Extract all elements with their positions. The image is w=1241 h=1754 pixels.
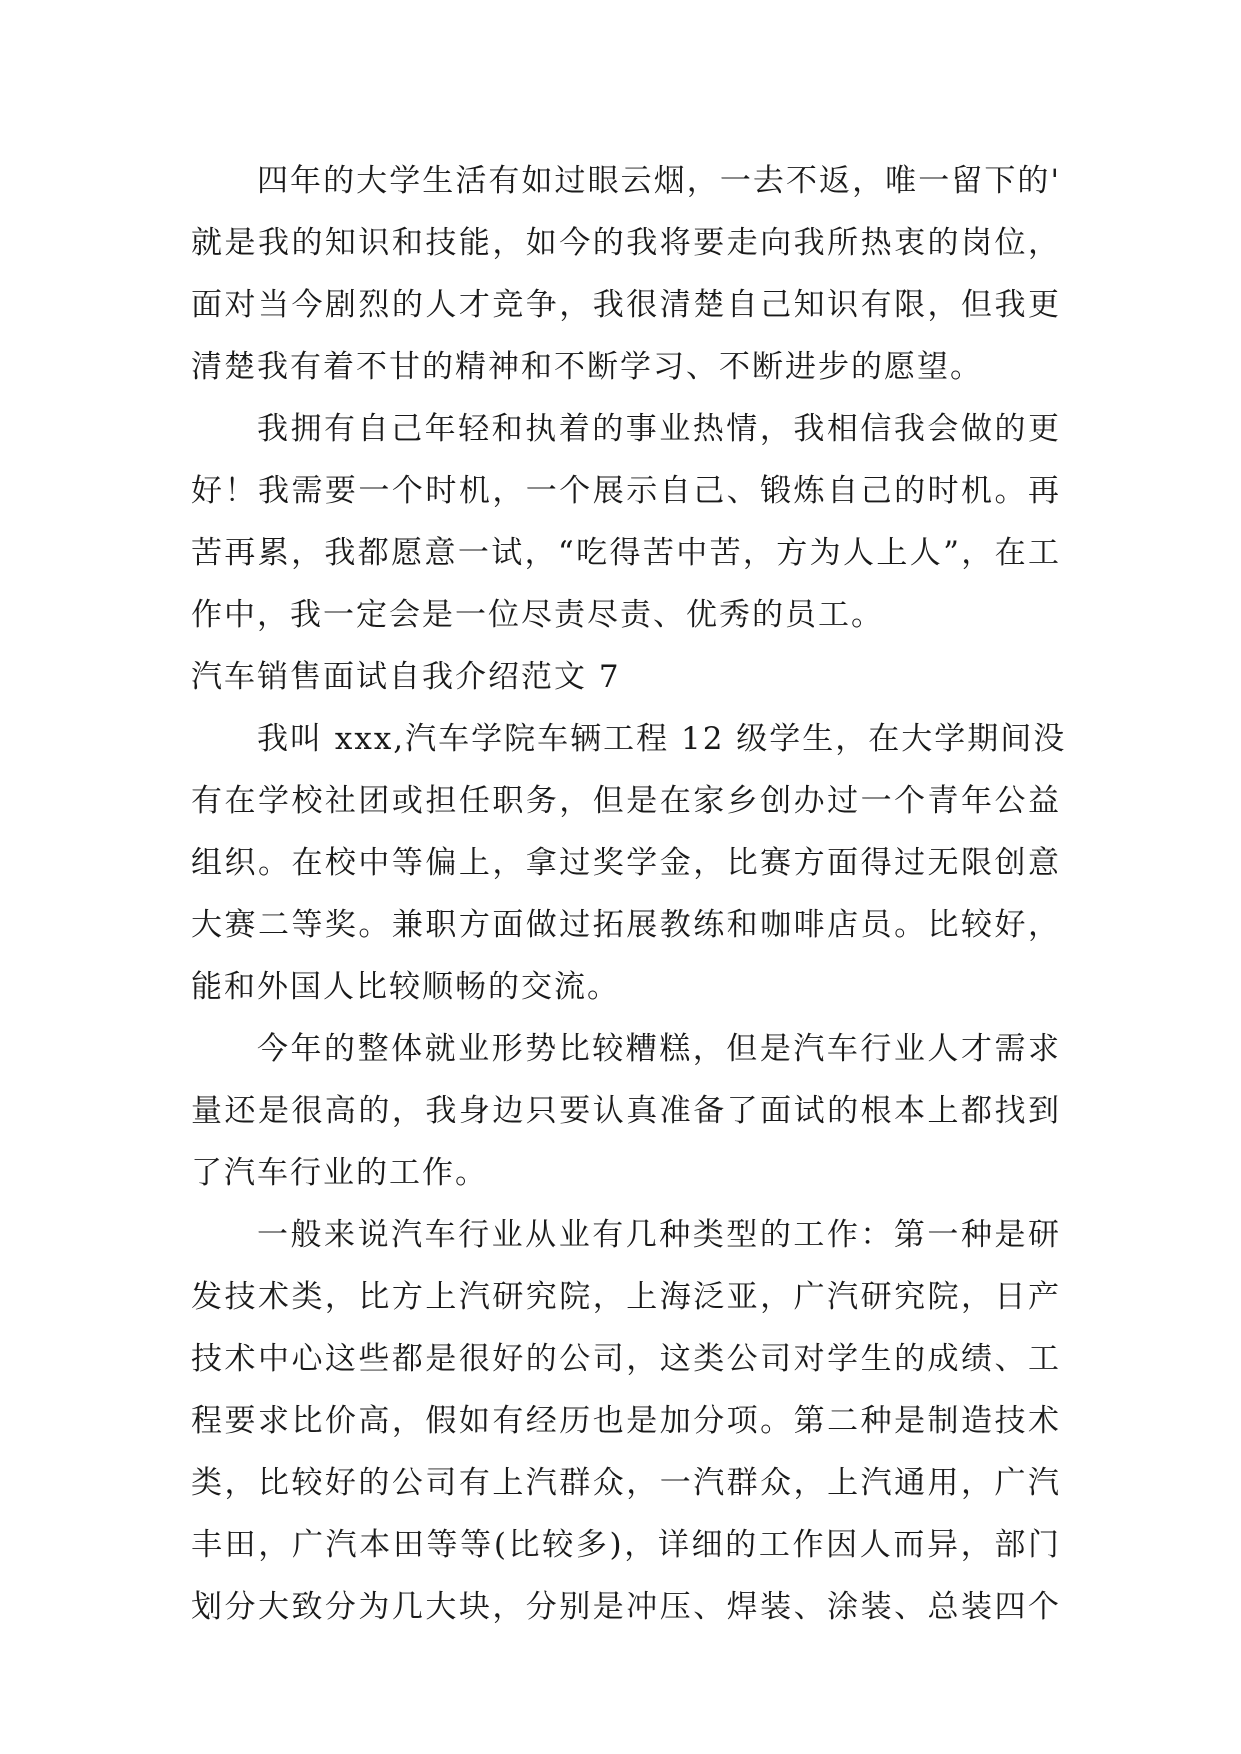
text-line: 类，比较好的公司有上汽群众，一汽群众，上汽通用，广汽 bbox=[191, 1465, 1061, 1501]
text-line: 技术中心这些都是很好的公司，这类公司对学生的成绩、工 bbox=[191, 1341, 1061, 1377]
text-line: 了汽车行业的工作。 bbox=[191, 1155, 488, 1191]
text-line: 四年的大学生活有如过眼云烟，一去不返，唯一留下的' bbox=[257, 163, 1061, 199]
text-line: 发技术类，比方上汽研究院，上海泛亚，广汽研究院，日产 bbox=[191, 1279, 1061, 1315]
document-body bbox=[191, 150, 1067, 1638]
text-line: 就是我的知识和技能，如今的我将要走向我所热衷的岗位， bbox=[191, 225, 1061, 261]
text-line: 丰田，广汽本田等等(比较多)，详细的工作因人而异，部门 bbox=[191, 1527, 1061, 1563]
text-line: 程要求比价高，假如有经历也是加分项。第二种是制造技术 bbox=[191, 1403, 1061, 1439]
text-line: 苦再累，我都愿意一试，“吃得苦中苦，方为人上人”，在工 bbox=[191, 535, 1061, 571]
text-line: 量还是很高的，我身边只要认真准备了面试的根本上都找到 bbox=[191, 1093, 1061, 1129]
text-line: 好！我需要一个时机，一个展示自己、锻炼自己的时机。再 bbox=[191, 473, 1061, 509]
text-line: 面对当今剧烈的人才竞争，我很清楚自己知识有限，但我更 bbox=[191, 287, 1061, 323]
text-line: 今年的整体就业形势比较糟糕，但是汽车行业人才需求 bbox=[257, 1031, 1061, 1067]
text-line: 划分大致分为几大块，分别是冲压、焊装、涂装、总装四个 bbox=[191, 1589, 1061, 1625]
text-line: 清楚我有着不甘的精神和不断学习、不断进步的愿望。 bbox=[191, 349, 983, 385]
text-line: 大赛二等奖。兼职方面做过拓展教练和咖啡店员。比较好， bbox=[191, 907, 1061, 943]
text-line: 作中，我一定会是一位尽责尽责、优秀的员工。 bbox=[191, 597, 884, 633]
text-line: 我叫 xxx,汽车学院车辆工程 12 级学生，在大学期间没 bbox=[257, 721, 1067, 757]
text-line: 我拥有自己年轻和执着的事业热情，我相信我会做的更 bbox=[257, 411, 1061, 447]
text-line: 一般来说汽车行业从业有几种类型的工作：第一种是研 bbox=[257, 1217, 1061, 1253]
text-line: 组织。在校中等偏上，拿过奖学金，比赛方面得过无限创意 bbox=[191, 845, 1061, 881]
text-line: 能和外国人比较顺畅的交流。 bbox=[191, 969, 620, 1005]
text-line: 有在学校社团或担任职务，但是在家乡创办过一个青年公益 bbox=[191, 783, 1061, 819]
section-heading: 汽车销售面试自我介绍范文 7 bbox=[191, 659, 621, 695]
